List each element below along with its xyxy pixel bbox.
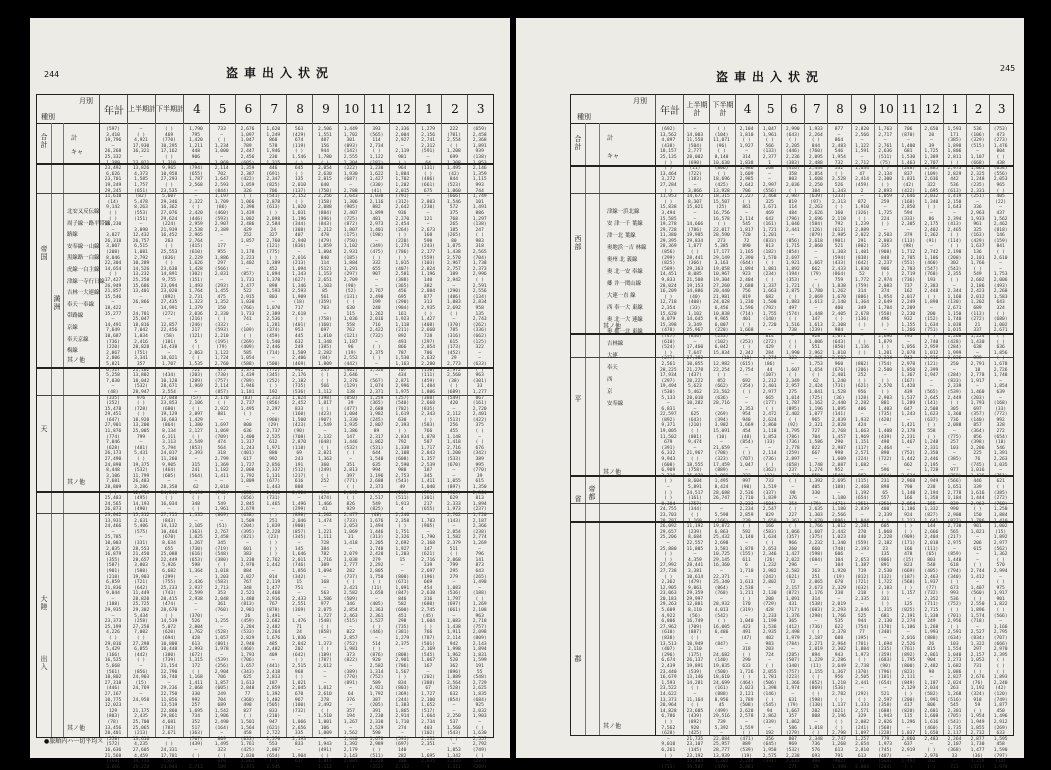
- station-label: 京線: [67, 325, 78, 331]
- first-half-header: 上半期計: [127, 95, 156, 123]
- station-label: 路線: [67, 232, 78, 239]
- second-half-header: 下半期計: [709, 95, 736, 123]
- month-header: 4: [735, 95, 759, 123]
- figures-column: (597) 3,410 19,796 — 26,268 25,332 1,389 23,492 6,626 23,701 19,249 29,245 11,610 (14) 9,142 ( ) ( ) 15,230 — 3,827 26,318 3,007 (208) 8,046 22,304 14,654 ( ) 17,427 26,949 21,857 15,546 — 18,422 15,277 — 14,491 7,649 10,687 (736) (220) 2,867 2,806 5,821 6,517 5,258 7,030 — (48) (335) (252) 15,478 29,451 (647) 27,901 11,876 (774) 7,046 (628) 26,173 27,490 24,898 8,448 3,106 7,681 28,809 ( ) 25,483 24,565 26,873 23,042 13,931 24,466 — 25,785 10,003 2,035 16,879 (355) (587) (901) (218) 6,859 21,836 9,044 — (188) 29,935 — 23,373 25,199 4,226 ( ) 29,016 5,429 (166) 16,525 5,668 (561) 18,802 27,318 (446) 27,167 10,775 12,023 129 (803) (78) 13,456 20,401 (558) (572) 16,636 21,568 (369) 3,666: [104, 127, 122, 770]
- figures-column: ( ) 469 (770) 10,295 17,162 ( ) 1,310 9,965 10,958 27,293 ( ) 23,535 5,607 29,346 16,362 27,076 29,624 (224) 21,939 16,452 263 ( ) 25,553 (836) ( ) 23,638 14,891 9,755 23,094 23,020 (892) 27,435 14,991 (272) — 12,857 22,456 (58) (101) 14,438 — 10,021 1,707 — (434) 10,128 28,671 3,554 17,048 23,853 (680) 19,129 16,603 (864) 8,134 6,111 3,113 5,794 24,017 11,260 9,905 (464) (605) — 28,358 24,246 ( ) 16,034 — 27,755 (843) 14,132 10,464 (678) 8,634 655 25,088 22,449 5,926 6,682 (299) (755) 25,233 (743) 20,415 (474) 28,670 ( ) 14,519 5,072 (620) (694) 10,808 10,448 (380) (739) 21,154 22,790 16,740 — 29,236 22,750 11,856 13,519 22,860 29,861 4,681 (783) 2,671 — ( ) 24,331 17,781 (56) 23,944: [160, 127, 178, 770]
- year-total-header: 年計: [99, 95, 128, 123]
- section-sub-label: 満洲: [53, 295, 61, 311]
- month-header: 9: [312, 95, 339, 123]
- station-label: 安奉線一山線: [67, 243, 100, 250]
- figures-column: 1,620 1,249 860 578 1,946 230 1,315 446 (691) 2,347 (825) 706 (541) 2,878 (613) ( ) 2,098 2,584 24 327 2,760 (121) (775) ( ) 1,389 452 1,894 1,378 898 1,593 803 — 1,070 2,389 2,536 1,281 (374) (459) 1,540 2,446 (714) — (500) (772) (345) (252) ( ) 192 2,313 (856) 2,297 — (900) (29) 2,737 2,525 612 1,971 880 992 2,856 2,337 1,131 (677) 1,443 2,340 (731) 1,465 — ( ) 251 1,839 2,228 (23) ( ) ( ) ( ) 2,762 1,442 — 814 2,119 1,477 2,468 2,916 767 (878) 1,491 2,682 2,482 2,264 1,676 485 2,482 409 — (441) 2,418 2,813 187 2,859 1,392 1,402 (505) 833 (210) 947 (621) 2,722 2,570 553 2,007 (654) ( ) 2,545: [266, 127, 281, 770]
- page-number: 245: [1000, 64, 1016, 73]
- month-header: 7: [260, 95, 287, 123]
- month-header: 2: [441, 95, 468, 123]
- row-label-other: 其ノ他: [67, 357, 86, 364]
- figures-column: 2,336 2,004 2,927 — 2,119 981 ( ) 964 1,884 1,702 1,202 2,015 (791) (312) 2,642 936 2,270 2,454 (264) ( ) (220) 1,274 (786) ( ) 1,015 (407) 2,581 (388) (365) 456 695 (290) (904) 161 1,923 1,118 (211) 892 493 866 787 1,530 1,163 707 434 2,871 2,996 1,975 (257) (540) (782) 1,619 630 2,393 ( ) 2,834 792 1,338 2,108 (608) 2,590 980 2,753 (543) 49 (113) (511) 1,913 4 2,246 2,358 ( ) 1,751 2,326 2,692 1,927 1,203 15 — — (800) (671) 1,091 (847) 846 582 (600) 451 298 (735) (381) 1,279 2,375 — (808) 2,901 (786) 1,567 ( ) 834 (803) (369) (244) 1,303 1,865 2,914 1,710 274 — (595) (697) 140 282 208 2,152: [395, 127, 410, 770]
- station-label: 吉林一大連線: [67, 290, 100, 297]
- month-header: 8: [827, 95, 851, 123]
- month-header: 8: [286, 95, 313, 123]
- month-header: 10: [338, 95, 365, 123]
- figures-column: 733 — ( ) 1,234 1,000 — 1,969 2,114 702 1,647 2,593 (844) 1,197 1,709 (86) (460) (593) 2,907 2,389 — — 177 955 1,886 297 (566) 2,031 — (293) 1,455 475 1,352 150 2,330 ( ) (332) (593) 2,210 (195) (79) 1,122 1,724 2,760 475 (730) (757) 2,114 (857) 2,170 ( ) 2,922 881 — 1,697 1,069 (709) 474 564 318 2,799 1,369 1,182 1,411 — 2,010 (742) ( ) 549 1,961 (869) — (51) 2,767 2,458 345 (719) (548) (380) ( ) 1,018 1,203 (583) 2,713 353 2,048 361 (760) — 1,255 — (528) 1,057 (801) 1,978 — (539) (256) 2,904 706 1,857 (605) 249 704 689 1,542 1,906 2,490 (164) — 809 1,495 323 ( ) 670 189: [214, 127, 229, 770]
- month-header: 5: [209, 95, 236, 123]
- figures-column: 1,047 1,961 ( ) 566 (133) 2,377 1 268 — — 2,997 (556) 2,468 325 1,671 469 642 (161) 1,721 1,201 (833) 813 (182) 1,570 ( ) 1,881 (234) ( ) 1,337 1,663 682 1,500 (792) 1,755 (140) 2,720 — 814 (272) 429 284 2,274 (86) 44 (107) 2,212 2,401 2,977 665 (177) ( ) 2,472 2,624 2,860 1,118 1,853 (33) — 2,114 (736) ( ) (362) (33) 733 1,519 (337) 1,839 (604) 2,547 829 2,650 166 (583) 1,634 ( ) 2,653 2,346 (26) 1,232 2,982 (242) 2,802 — 2,130 200 (729) 428 2,233 1,199 1,536 2,935 402 983 203 724 — ( ) 2,055 1,781 (506) 1,398 (146) ( ) (545) 94 2,862 (339) — 192 356 (645) 1,958 2,575 (391) —: [762, 127, 777, 770]
- figures-column: 1,593 171 (385) 1,898 1,806 2,811 ( ) 2,973 2,829 442 536 (613) 1,419 2,150 1,643 — 2,394 (413) 2,465 ( ) (114) ( ) 2,190 (208) 302 (543) 2,355 ( ) — 2,344 1,160 (130) 2,671 1,150 1,740 1,038 1,015 1,268 (428) (284) 1,999 2,036 250 — (284) (833) 2,339 (539) 2,449 ( ) 305 1,360 736 2,088 — (775) 257 103 — (385) — 977 (769) (566) 1,651 2,778 1,184 839 990 2,900 (827) 2,730 565 (217) 2,975 — (859) 1,440 618 (794) (340) ( ) 673 993 536 (752) ( ) (701) 2,956 ( ) 2,591 (634) 103 1,554 1,040 2,273 1,682 1,086 2,827 2,024 263 1,268 (516) 545 2,381 (705) (543) 1,735 2,117 2,264 2,107 (368) 33 — 723: [947, 127, 962, 770]
- station-label: 奥州 北 義線: [607, 257, 638, 263]
- month-header: 10: [874, 95, 898, 123]
- first-half-header: 上半期計: [683, 95, 710, 123]
- station-label: 京: [607, 389, 613, 395]
- figures-column: 536 (106) (329) (515) — 1,107 (668) 1,061 2,325 1,248 (235) 2,331 (251) — 336 2,963 1,933 961 325 (163) (429) 1,637 136 2,101 1,766 ( ) 549 2,602 2,186 2,423 2,012 1,202 689 (113) (272) 21 337 1,224 1,430 638 — 999 2,791 18 2,778 1,917 — 1,460 (203) 1,793 697 (357) (140) 857 (364) 856 (398) 2,206 225 76 (745) 1,016 1,436 446 339 1,616 1,444 2,963 ( ) 150 1,786 901 1,021 — 206 615 — — ( ) 2,744 1,412 — 1,407 (560) ( ) 2,550 1,896 1,574 (718) — 2,527 (834) 1,322 297 2,157 1,052 731 ( ) 2,676 (76) 1,192 (324) 918 59 ( ) 1,954 1,949 1,855 2,732 2,877 1,730 1,477 (36) 1,259 (371): [970, 127, 985, 770]
- table-header: [37, 95, 493, 124]
- month-header: 7: [804, 95, 828, 123]
- row-label-car: キャ: [607, 153, 620, 160]
- figures-column: 877 — 864 2,483 546 1,954 732 532 ( ) 2,528 526 1,343 (233) 2,313 ( ) 160 2,118 792 (613) 2,985 (901) 521 1,303 (594) (433) 2,433 (864) 759 1,838 1,262 1,670 2,140 400 2,405 ( ) 2,308 984 1,071 (643) (850) 1,810 2,502 960 (676) 2,401 1,240 (731) 1,528 (36) 2,440 1,895 (141) 2,839 2,828 2,768 1,457 290 2,987 998 1,609 2,887 952 (548) 2,695 (188) — 1,180 (471) 1,180 2,566 (896) 1,012 2,442 1,023 1,340 (748) 606 104 104 1,920 (19) 678 2,329 238 — 2,019 2,293 1,766 535 622 2,378 688 2,964 2,302 943 2,286 2,649 1,367 956 1,210 (536) 2,782 ( ) 1,137 (621) 2,196 ( ) ( ) 2,798 2,747 1,268 613 791 (902) 1,498: [832, 127, 846, 770]
- station-label: 奉天京線: [67, 336, 89, 343]
- corner-cell: [37, 95, 99, 123]
- station-label: 吉林線: [607, 341, 624, 347]
- month-header: 1: [943, 95, 967, 123]
- year-total-header: 年計: [655, 95, 684, 123]
- corner-top-label: 月別: [79, 97, 93, 105]
- section-sub-label: 帝都: [588, 485, 596, 501]
- station-label: 安 津一千 葉線: [607, 221, 643, 227]
- station-label: 奥地浜一吉 林線: [607, 245, 647, 251]
- section-total-label: 合計: [574, 135, 582, 151]
- row-label-car: キャ: [71, 149, 84, 156]
- station-label: 奥 北一安 奉線: [607, 269, 643, 275]
- figures-column: 1,279 2,156 2,741 2,312 (591) — 64 (131) ( ) (486) (661) 675 — 2,803 (230) — 121 — 2,673 168 590 (243) 2,177 (559) (103) 2,824 1,196 140 382 2,884 877 313 2,935 ( ) 1,427 (408) 2,660 728 (297) 2,054 706 2,632 2,280 (150) (111) (459) 1,484 1,806 (388) 2,668 (835) 2,343 ( ) (583) 766 1,878 587 1,717 2,843 1,357 2,539 187 345 1,411 1,040 (774) (301) 217 (655) — 1,703 (905) — 1,790 2,168 147 (621) 2,716 339 2,697 (196) 669 454 2,638 316 (680) 2,745 (45) 1,604 ( ) 766 (787) (501) 2,169 (545) 1,067 167 — (202) (388) 67 1,727 2,100 1,652 (517) 1,664 2,734 403 (102) 2,232 2,351 — 1,695 2,635 4: [421, 127, 435, 770]
- row-label-other: 其ノ他: [603, 723, 622, 730]
- month-header: 9: [851, 95, 875, 123]
- corner-bottom-label: 種別: [41, 113, 55, 121]
- figures-column: 222 (701) 2,554 ( ) 1,208 699 1,308 1,495 (42) 844 (523) 1,060 (666) 1,546 572 375 768 265 185 (265) 80 1,075 1,438 2,570 2,967 2,757 189 2,942 — (290) (486) 1,883 2,692 ( ) — (370) 785 (316) 615 (173) (452) 29 2,773 2,972 2,560 (38) ( ) (689) (549) 420 — 2,112 (513) 256 455 1,148 1,418 2,716 1,200 (533) (670) — — 1,055 (897) (909) 629 2,333 1,973 2,762 (143) — 2,054 1,582 2,379 511 ( ) 2,068 799 295 279 — 1,083 (536) 1,797 (697) (661) — 1,083 1,438 1,911 2,114 942 1,998 1,962 520 362 (896) 1,889 2,564 (528) 632 (854) — — 2,250 537 1,560 (543) ( ) — 1,853 1,342 2,335 1,311: [446, 127, 461, 770]
- month-header: 11: [897, 95, 921, 123]
- station-label: 黒線路一白線: [67, 255, 100, 262]
- station-label: 梅線: [67, 348, 78, 355]
- section-label: 西部: [574, 235, 582, 251]
- station-label: 郷 井一関山線: [607, 281, 642, 287]
- section-label: 天: [40, 425, 48, 433]
- station-label: 奉天一奉線: [67, 301, 94, 308]
- footnote: ●旅順内ハ一切平均ス: [44, 738, 104, 745]
- figures-column: 1,763 2,717 — 2,761 2,636 (511) (75) ( ) 2,134 2,300 ( ) 2,893 1,059 259 — 1,725 224 ( ) — 2,503 2,883 335 (908) 848 2,237 906 ( ) 2,974 2,083 374 1,954 2,649 1,784 (558) 496 ( ) — 2,696 1,879 ( ) 1,201 2,234 (754) 2,500 — ( ) 2,570 ( ) 2,903 881 1,403 (735) (420) — 1,408 (439) 498 2,464 890 (722) — 596 (664) 231 898 65 557 (251) 400 2,339 ( ) 605 1,068 2,228 2,182 23 135 (806) 891 2,530 (132) 1,722 2,183 ( ) 331 ( ) 1,315 681 2,130 (170) (340) — 1,694 (235) (359) (683) (90) (796) (181) (654) — 521 2,597 (358) (688) 1,943 2,826 (568) (228) 779 1,973 (745) (487) (564) (284): [878, 127, 893, 770]
- month-header: 3: [467, 95, 494, 123]
- corner-bottom-label: 種別: [577, 113, 591, 121]
- month-header: 12: [389, 95, 416, 123]
- figures-column: 2,676 1,097 1,047 789 2,447 2,456 (605) 1,359 2,387 (422) 1,059 326 ( ) 1,066 2,398 1,439 1,002 2,486 429 252 1,857 — 1,178 2,223 1,402 — (857) 1,731 2,477 522 2,915 1,030 (766) 1,733 741 — (109) ( ) (269) (409) 585 1,054 (588) 1,371 1,439 (789) 1,946 1,181 (83) 2,737 1,495 ( ) — 800 636 1,400 1,317 1,243 (401) 617 1,727 2,008 1,792 1,809 — (633) (656) 2,845 2,679 (638) 1,509 (204) (395) (821) — 601 383 1,230 2,970 884 2,827 767 348 2,521 1,480 (813) 2,981 26 (459) 2,284 (533) 2,829 2,940 (460) 1,793 (706) 1,657 (343) 625 1,613 2,848 77 (368) 498 827 ( ) 1,501 1,564 458 (833) 1,761 (425) 2,030 1,861 2,371: [240, 127, 255, 770]
- section-total-label: 合計: [40, 133, 48, 149]
- figures-column: 393 (565) 114 2,734 ( ) 1,122 (182) 1,230 1,622 1,427 (330) (41) 1,030 2,116 882 1,899 481 2,973 1,401 (198) — (349) (475) ( ) 332 655 907 — — 2,767 2,490 199 248 1,262 2,016 716 2,422 (732) — ( ) 2,375 ( ) — 1,526 — (567) 1,074 2,371 1,259 (365) 2,688 1,982 (245) 2,807 89 2,317 1,862 (531) 644 1,540 635 994 1,196 2,688 2,373 ( ) 2,517 549 (825) (48) 1,676 1,494 1,446 (313) 2,205 1,748 2,420 279 2,292 2,805 1,750 ( ) (11) 1,658 — (405) 2,363 2,361 1,527 ( ) (446) — 514 ( ) (876) 920 2,582 1,314 (752) 589 2,921 1,792 387 (205) 391 2,230 2,330 2,529 590 1,676 2,989 ( ) (511) 2,236 (352): [369, 127, 384, 770]
- figures-column: — 14,003 11,558 (504) 2,777 28,002 (690) (11) (722) (183) — 3,866 14,672 8,307 15,021 — — 14,666 (786) 19,985 29,834 1,877 ( ) 28,441 (366) 29,363 8,085 21,508 19,153 14,886 (40) (408) (33) 1,102 14,645 3,349 25,967 (836) — 17,460 7,647 27,382 10,055 21,278 (437) 20,222 5,623 5,462 28,010 10,282 — 625 (643) (210) ( ) (801) 9,474 — 21,967 ( ) 18,555 (758) 25,978 8,604 5,891 24,517 (161) (757) (344) ( ) 1,169 11,192 (239) 8,684 22,557 11,805 — 4,359 28,441 3,381 10,614 (479) 9,061 29,359 29,997 12,881 8,110 (56) 16,749 (709) (887) ( ) 10,949 2,110 (175) 26,137 19,891 (539) 13,146 14,281 ( ) — 11,164 ( ) 23,605 (439) (892) 920 (425) 21,735 23,107 (145) 23,192 15,484 19,507: [686, 127, 704, 770]
- station-label: 西 奉一大 東線: [607, 305, 643, 311]
- month-header: 11: [364, 95, 391, 123]
- row-label-other: 其ノ他: [67, 479, 86, 486]
- figures-column: (692) 13,562 4,897 (438) 18,157 25,135 ( ) ( ) 13,464 3,272 27,284 ( ) 11,953 ( ) 15,838 3,494 15,585 19,278 29,728 11,380 29,395 28,369 (856) (299) (825) (589) 14,451 9,833 28,024 16,209 ( ) 12,718 2,354 15,620 8,079 15,398 (478) (747) (610) (524) ( ) (277) 2,561 28,225 17,934 (297) 19,494 (530) 5,133 — 6,831 22,597 (892) 9,371 19,005 11,502 679 (391) 6,332 9,943 (608) 6,909 2,739 ( ) — ( ) ( ) 8,384 24,755 23,703 28,797 26,092 29,657 25,206 — 25,880 ( ) ( ) 27,992 27,738 ( ) 2,362 12,905 23,063 20,183 29,263 5,609 4,922 6,806 27,962 (610) (838) 13,513 (407) (296) 6,674 2,439 23,440 16,679 1,593 23,522 14,622 13,373 28,964 14,828 6,786 ( ) 7,562 (628) — 9,010 6,261 ( ) — (713): [659, 127, 677, 770]
- station-label: 奥 北一大 連線: [607, 317, 643, 323]
- station-label: 西: [607, 377, 613, 383]
- month-header: 6: [235, 95, 262, 123]
- figures-column: 1,790 795 1,420 1,211 448 906 — (794) (655) 1,787 2,568 — — 2,322 ( ) 2,420 (446) 2,959 2,538 2,965 2,764 (415) (610) 2,229 1,626 1,428 (302) (151) 1,493 1,764 2,731 1,323 1,379 2,036 (216) (246) 217 (121) 5 ( ) 2,863 ( ) 1,535 721 (203) (289) 1,969 — (57) 2,106 ( ) 2,897 1,429 1,380 2,127 ( ) 2,549 (853) 2,393 — 315 241 (564) — 62 1,494 ( ) 348 ( ) 1,335 — 2,105 (363) 1,025 1,267 (730) (616) (653) 598 1,364 — 2,436 2,937 2,599 2,938 — — (370) 526 2,804 1,762 428 613 2,993 (672) 1,315 172 ( ) 1,168 1,411 2,068 330 992 257 1,695 734 352 517 (363) (707) (439) — ( ) — 2,713: [188, 127, 203, 770]
- row-label-total: 計: [607, 135, 614, 142]
- data-table: [570, 94, 1014, 770]
- row-label-other: 其ノ他: [67, 725, 86, 732]
- station-label: 帯路線: [67, 313, 84, 320]
- page-number: 244: [44, 70, 60, 79]
- figures-column: 1,933 2,264 ( ) 844 (760) 2,095 2,488 2,444 2,854 1,608 2,250 104 (639) (97) 2,263 2,626 2,696 (584) (126) (879) 2,618 2,060 — — 1,667 662 (79) — ( ) 1,780 2,069 1,613 — 1,448 147 1,613 (239) 928 1,006 551 2,962 2,965 1,753 1,654 ( ) 62 2,424 1,041 (725) 1,162 1,196 1,077 965 2,321 727 704 1,586 822 667 — 1,748 1,274 550 1,392 405 330 — (79) 2,635 1,303 2,670 1,766 1,607 (375) 2,232 660 (598) (684) — 263 251 2,065 2,673 1,176 314 (538) (683) (298) — (736) ( ) 2,187 2,271 2,019 894 1,229 (11) 1,155 ( ) (852) (869) ( ) (598) (130) 202 808 — 1,018 ( ) 2,348 736 576 693 408 29: [808, 127, 823, 770]
- station-label: 奥 都一北 東線: [607, 329, 643, 335]
- section-label: 出入: [40, 655, 48, 671]
- left-page: [30, 18, 510, 770]
- station-label: 大連: [607, 353, 618, 359]
- section-label: 平: [574, 395, 582, 403]
- corner-cell: [571, 95, 655, 123]
- right-page: [516, 18, 1024, 770]
- month-header: 4: [183, 95, 210, 123]
- section-label: 大陸: [40, 595, 48, 611]
- figures-column: 706 (870) — 1,400 681 1,530 1,463 (248) 837 1,831 (42) (422) 2,646 (168) 2,850 594 (333) 2,305 — 379 (113) (98) 1,712 2,705 (551) 2,703 2,719 (736) 737 162 2,017 2,249 2,209 2,230 932 1,155 1,266 795 — 1,056 2,078 943 2,978 1,850 1,367 (167) 1,428 439 1,537 1,289 647 1,243 — 1,421 2,178 2,231 1,467 — (753) 1,442 662 — 2,634 2,968 790 1,148 166 2,854 1,186 924 1,213 ( ) ( ) (909) (171) 166 478 (15) 823 (669) (187) (568) ( ) 1,157 — 125 (825) 2,191 2,274 1,186 — 2,016 2,526 (761) (892) 1,795 (800) (823) 2,111 (849) 2,129 ( ) (200) 417 (820) 115 1,296 — 1,037 2,860 637 2,919 — 1,492 ( ): [901, 127, 916, 770]
- month-header: 2: [966, 95, 990, 123]
- station-label: 津線一寺行日線: [67, 278, 105, 285]
- month-header: 5: [758, 95, 782, 123]
- table-header: [571, 95, 1013, 124]
- station-label: 周子線一路平帯線: [67, 220, 111, 227]
- month-header: 12: [920, 95, 944, 123]
- month-header: 3: [989, 95, 1013, 123]
- section-label: 帝国: [40, 245, 48, 261]
- month-header: 6: [781, 95, 805, 123]
- station-label: 津一北 葉線: [607, 233, 636, 239]
- figures-column: 2,650 20 — 39 1,725 1,389 2,707 1,885 (109) 2,636 322 1,695 2,032 1,340 ( ) — 86 2,175 2,402 1,362 (91) — 2,742 1,186 (460) (547) (768) 193 2,383 2,448 ( ) 1,898 — 200 (152) 1,634 (751) ( ) 2,740 2,959 1,012 2,916 (121) 2,399 1,947 — — (565) 2,645 (141) 2,508 1,623 (637) ( ) 558 ( ) 1,248 2,331 2,350 2,446 2,195 1,728 ( ) 2,949 238 2,194 1,358 155 1,332 (827) 1,641 144 2,666 2,404 2,018 (111) (65) 803 548 (405) 2,463 1,937 (77) (732) 2,352 (711) 2,715 1,338 249 1,268 1,993 (888) 26 815 2,861 904 2,482 98 — 1,187 2,034 (582) 1,991 806 2,681 1,608 1,616 (460) 1,650 2,483 — ( ) 2,976 262 ( ): [924, 127, 939, 770]
- figures-column: 2,820 2,566 — 1,122 1,591 — 2,712 1,634 47 2,414 (459) 2 — 872 1,910 (326) ( ) 1,239 2,889 2,022 291 (802) 1,401 (838) (642) 1,830 52 1,772 (759) 314 (886) 1,364 349 2,678 (136) ( ) — — ( ) 1,136 ( ) — (802) (206) 252 ( ) (621) 956 (128) 2,282 406 — 1,932 424 1,663 1,969 1,151 (117) 2,571 (224) 1,682 — 983 (115) 2,468 1,192 (654) (351) 2,839 — 1,044 2,281 270 440 (559) 2,193 — 2,653 1,387 719 (812) (721) (632) 218 2,335 — 2,846 525 944 (754) 77 (395) (781) 1,884 1,973 ( ) 2,738 (370) 2,505 2,441 — (292) ( ) 1,333 2,571 329 2,082 (241) 1,097 1,257 2,654 2,810 613 77 2,804: [855, 127, 869, 770]
- station-label: 奉天: [607, 365, 618, 371]
- section-label: 郡: [574, 655, 582, 663]
- station-label: 安奉線: [607, 401, 624, 407]
- figures-column: 2,506 1,551 487 156 944 1,780 ( ) 2,054 2,630 2,815 640 (750) 2,256 (158) 2,088 (884) (396) (843) 2,212 478 (479) 1,859 1,804 840 114 (512) 1,153 2,651 1,103 85 561 (359) 703 — (758) (160) 697 1,810 1,348 (385) 2,282 (84) 1,809 245 ( ) ( ) 566 1,112 (398) 1,817 ( ) (423) (907) 1,549 — 2,132 (648) ( ) 2,821 1,363 360 (249) ( ) 252 — 994 (474) 1,466 41 1,202 1,474 — 1,221 1,111 728 384 782 1,716 309 1,094 — 168 — 563 1,586 977 2,075 1,727 (548) ( ) (858) — 1,373 ( ) (189) (787) 2,612 — — — 1,012 2,610 278 2,492 ( ) 1,510 1,801 106 1,009 — 1,943 (491) ( ) 1,817 1,113: [317, 127, 332, 770]
- page-title: 盗車出入状況: [226, 66, 335, 80]
- corner-top-label: 月別: [633, 97, 647, 105]
- second-half-header: 下半期計: [155, 95, 184, 123]
- figures-column: 2,990 (643) ( ) 2,205 (446) 2,236 (383) (416) 358 803 2,036 ( ) 2,987 819 114 484 (796) 1,046 2,441 — (856) 1,715 (854) 2,697 1,921 1,892 (194) (353) 1,721 2,875 ( ) 1,883 497 (574) ( ) 1,516 738 — ( ) ( ) 1,990 123 — 1,607 ( ) 2,349 2,957 275 1,014 1,787 (895) 2,402 ( ) (92) 1,795 (786) (736) 2,778 (259) 2,897 (658) 237 1,719 ( ) — 98 176 354 ( ) 227 2,361 ( ) 1,066 (357) 966 260 1,427 2,022 296 2,582 (621) 72 2,157 (872) 1,091 431 (717) 1,376 365 (412) 2,498 1,979 (784) — (285) (507) (340) (757) (223) 1,366 1,974 — 631 (79) 1,667 357 1,862 586 (279) 807 969 (532) 2,238 2,633 271: [785, 127, 800, 770]
- row-label-other: 其ノ他: [603, 323, 622, 330]
- station-label: 大連一直 線: [607, 293, 636, 299]
- figures-column: 563 (429) 674 (119) ( ) 1,546 ( ) 645 ( ) 135 2,010 (137) 2,152 ( ) 1,020 1,031 1,196 (344) (308) 407 2,940 (836) — 2,616 (213) 1,094 1,343 (627) 1,346 2,593 1,909 (18) 717 2,618 ( ) (401) 953 445 632 249 1,509 2,406 (469) 942 2,176 2,182 (735) (536) 1,824 2,452 833 (160) 1,500 (423) (90) (708) 2,870 (118) 69 243 191 (512) (217) 616 808 2,524 — 1,496 (299) (898) 2,046 (900) (857) (345) — 145 1,646 2,011 (746) 1,856 (342) 15 751 — 2,433 2,551 (369) — 1,476 71 24 1,836 2,842 202 (642) ( ) 2,515 968 ( ) 1,021 2,045 670 967 (180) (732) — 1,066 2,656 335 2,193 833 — 1,904 617 —: [292, 127, 306, 770]
- row-label-other: 其ノ他: [603, 469, 622, 476]
- station-label: 津線一浜北線: [607, 209, 640, 215]
- page-title: 盗車出入状況: [716, 70, 825, 84]
- station-label: 虎線一白主線: [67, 267, 100, 273]
- station-label: 北安又反伝線: [67, 209, 100, 215]
- figures-column: — ( ) 4,921 17,930 16,321 — 23,921 13,826 4,373 1,585 1,757 (651) (82) 5,478 8,263 (553) (151) — 3,090 12,432 26,757 6,515 1,081 2,792 10,289 14,526 13,232 25,258 15,686 13,401 — 26,866 — 24,781 25,047 18,816 7,042 1,034 2,416 28,828 (751) 3,341 357 21,102 13,802 18,042 (532) 28,947 976 ( ) (728) ( ) 18,920 13,200 25,005 799 — (401) 5,431 ( ) 19,375 (532) 11,799 26,483 3,286 12,715 (495) 14,193 (490) 15,312 2,631 5,406 (575) — (331) 28,553 21,450 28,657 3,803 (580) 19,903 (721) (642) 11,449 28,820 25,725 29,302 5,434 (258) 27,258 7,002 ( ) 27,298 6,855 (442) ( ) — (856) 24,903 (15) 24,769 — 24,958 — 21,175 2,435 25,700 25,065 (213) 13,616 4,235 27,605 4,459 14,733 29,228: [132, 127, 150, 770]
- figures-column: (753) 473 (273) 1,476 804 ( ) 438 (654) (556) 2,053 965 ( ) 405 (22) — 437 1,562 2,462 (818) 146 (159) 841 ( ) 2,610 — — 1,753 2,006 (493) 2,268 1,583 643 324 ( ) (680) 1,002 2,671 ( ) ( ) 636 1,856 ( ) 1,678 2,726 1,748 — 1,854 639 — (168) (33) (772) 992 328 272 (654) (18) 546 1,391 2,263 1,035 — (751) 621 ( ) (385) (272) (768) 1,250 1,884 1,410 1,002 (15) 1,892 2,977 (562) 1,362 ( ) 570 2,994 — ( ) 975 1,917 901 1,822 ( ) (566) — 1,166 2,795 (707) (666) 2,970 2,395 ( ) ( ) ( ) 1,893 2,240 (42) (120) (749) 1,877 450 1,496 2,912 (269) 633 1,595 458 1,590 (797) (14) 1,970: [993, 127, 1008, 770]
- figures-column: 1,449 1,702 301 (893) (142) 2,555 2,304 (222) 1,930 (687) — 2,788 1,643 1,306 (905) 2,407 (725) (872) 1,807 (175) (750) 1,102 2,931 (185) 1,884 1,291 (297) 2,709 (98) (52) (131) ( ) 630 115 1,036 558 762 (121) 1,187 96 (19) 2,552 (442) (402) 2,646 2,376 (129) 138 (850) 39 (477) 1,004 1,330 1,935 1,386 147 1,446 (532) ( ) — 351 2,813 397 (771) ( ) 2,092 ( ) 826 929 2,477 (733) 2,053 1,069 31 1,418 — 2,079 1,038 2,777 282 (737) ( ) 2,421 2,582 (509) 346 2,854 2,463 (515) — 822 2,857 (752) 1,981 373 (822) — (389) (770) (891) — 64 376 — 357 194 1,267 — 1,562 1,440 1,392 2,179 2,143 2,085 ( ): [343, 127, 358, 770]
- section-label: 省: [574, 495, 582, 503]
- figures-column: ( ) (104) 11,071 (96) ( ) 8,140 10,630 (806) ( ) 18,696 (425) 13,928 18,315 15,507 (25) 16,756 16,578 ( ) 22,017 28,590 273 5,385 17,177 29,149 3,163 19,058 10,967 19,304 27,260 20,440 21,981 24,028 6,456 10,838 9,965 6,007 (220) (233) (102) 6,042 15,834 — 12,982 22,254 ( ) 852 (662) 23,562 (636) 28,716 — (269) (394) 3,982 15,091 (10) — 21,659 (708) (323) 17,459 (889) 1,981 1,495 8,424 28,688 26,747 — — 5,598 (166) 19,872 6,863 25,432 2,698 3,581 10,725 29,145 16,360 — 22,371 25,340 (864) (768) — 28,932 4,013 (542) ( ) 16,005 6,486 — (847) — 24,682 (140) 19,835 (500) 18,610 24,699 (161) (888) 8,956 45 (499) 29,516 739 5,392 — 22,084 25,957 28,777 13,939 1,202 (479): [713, 127, 730, 770]
- figures-column: 2,104 1,810 ( ) 1,927 — 314 1,838 1,986 1,609 2,985 2,642 706 2,227 ( ) 861 — 2,114 545 1,817 720 72 890 1,165 2,390 (644) 1,894 923 2,404 2,688 756 819 1,230 1,596 (714) 401 ( ) 1,668 — (253) ( ) 2,342 (18) (615) 2,754 — 692 (354) ( ) — — 2,353 954 940 1,669 454 (48) (854) — ( ) (707) 1,047 — 233 997 (90) 2,536 2,710 2,233 2,234 2,859 239 ( ) 592 1,140 — 1,878 (155) 611 6 1,710 — 1,613 2,538 1,211 ( ) 170 (319) — 1,040 423 491 (47) — 318 ( ) 290 633 1,726 ( ) (464) 2,023 2,121 1,789 (508) 2,620 2,578 — 1,559 ( ) (471) 889 (539) (19) 2,244 2,881: [739, 127, 754, 770]
- figures-column: (659) 2,458 2,368 1,891 939 (138) 1,953 2,146 1,359 1,115 993 744 1,749 101 1,491 886 1,297 (138) 247 ( ) 983 318 2,565 (704) 1,738 2,373 2,996 ( ) 2,591 2,556 (134) 2,834 958 135 2,743 (262) (336) (662) (125) 322 — — (633) ( ) 963 (301) 33 1,277 867 (161) 2,720 2,401 (422) 375 ( ) — ( ) 676 (342) 389 995 (770) 39 615 1,350 2,364 813 1,894 (237) 1,720 2,187 2,366 (238) 2,774 1,269 — 796 141 873 643 (265) 1,498 — (188) ( ) 1,269 2,108 963 2,718 (757) 2,098 (809) 2,143 1,894 1,831 1,599 191 55 (548) 2,729 2,625 1,835 (684) 925 2,032 1,903 — ( ) 1,630 2,557 2,792 (749) ( ) (287) (209): [472, 127, 487, 770]
- row-label-total: 計: [71, 135, 78, 142]
- month-header: 1: [415, 95, 442, 123]
